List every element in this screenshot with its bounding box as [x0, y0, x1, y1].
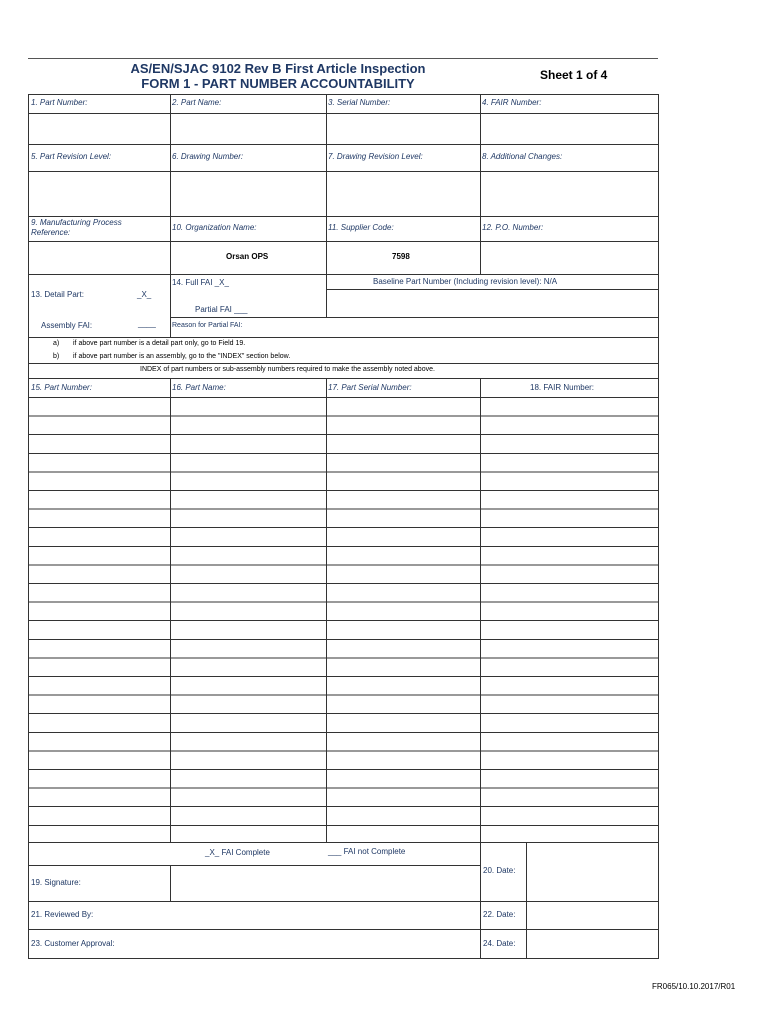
- serial-number-input[interactable]: [326, 113, 481, 145]
- field-3-label: 3. Serial Number:: [328, 98, 391, 107]
- drawing-revision-input[interactable]: [326, 171, 481, 217]
- field-18-label: 18. FAIR Number:: [530, 383, 595, 392]
- detail-part-label: 13. Detail Part:: [31, 290, 84, 299]
- index-note: INDEX of part numbers or sub-assembly numbers required to make the assembly noted above.: [140, 366, 435, 373]
- form-title: AS/EN/SJAC 9102 Rev B First Article Inspection: [130, 61, 426, 76]
- part-revision-input[interactable]: [28, 171, 171, 217]
- note-a-text: if above part number is a detail part only, go to Field 19.: [73, 340, 246, 347]
- field-9-label-line1: 9. Manufacturing Process: [31, 218, 122, 227]
- po-number-input[interactable]: [480, 241, 659, 275]
- index-col-divider-3: [480, 397, 481, 843]
- detail-part-mark[interactable]: _X_: [137, 290, 152, 299]
- field-4-label: 4. FAIR Number:: [482, 98, 542, 107]
- note-b-letter: b): [53, 353, 60, 360]
- index-col-divider-2: [326, 397, 327, 843]
- date-22-input[interactable]: [526, 901, 659, 930]
- reason-partial-label: Reason for Partial FAI:: [172, 322, 243, 329]
- baseline-input[interactable]: [326, 289, 659, 318]
- field-6-label: 6. Drawing Number:: [172, 152, 244, 161]
- note-a-letter: a): [53, 340, 60, 347]
- sheet-number: Sheet 1 of 4: [540, 68, 608, 82]
- field-7-label: 7. Drawing Revision Level:: [328, 152, 423, 161]
- part-name-input[interactable]: [170, 113, 327, 145]
- field-10-label: 10. Organization Name:: [172, 223, 257, 232]
- index-table[interactable]: [28, 397, 659, 843]
- baseline-part-label: Baseline Part Number (Including revision level): N/A: [373, 277, 558, 286]
- form-subtitle: FORM 1 - PART NUMBER ACCOUNTABILITY: [141, 76, 415, 91]
- fai-not-complete-option[interactable]: ___ FAI not Complete: [328, 847, 406, 856]
- note-b-text: if above part number is an assembly, go to the "INDEX" section below.: [73, 353, 291, 360]
- supplier-code-value: 7598: [392, 252, 410, 261]
- date-24-label: 24. Date:: [483, 939, 516, 948]
- field-15-label: 15. Part Number:: [31, 383, 92, 392]
- reviewed-by-input[interactable]: [28, 901, 481, 930]
- reviewed-by-label: 21. Reviewed By:: [31, 910, 94, 919]
- manufacturing-process-input[interactable]: [28, 241, 171, 275]
- additional-changes-input[interactable]: [480, 171, 659, 217]
- field-17-label: 17. Part Serial Number:: [328, 383, 412, 392]
- form-code-footer: FR065/10.10.2017/R01: [652, 982, 736, 991]
- part-number-input[interactable]: [28, 113, 171, 145]
- field-9-label-line2: Reference:: [31, 228, 71, 237]
- fai-complete-option[interactable]: _X_ FAI Complete: [205, 848, 270, 857]
- field-12-label: 12. P.O. Number:: [482, 223, 544, 232]
- assembly-fai-label: Assembly FAI:: [41, 321, 93, 330]
- index-col-divider-1: [170, 397, 171, 843]
- date-24-input[interactable]: [526, 929, 659, 959]
- drawing-number-input[interactable]: [170, 171, 327, 217]
- field-2-label: 2. Part Name:: [172, 98, 222, 107]
- signature-input[interactable]: [170, 865, 481, 902]
- date-20-label: 20. Date:: [483, 866, 516, 875]
- fair-number-input[interactable]: [480, 113, 659, 145]
- field-5-label: 5. Part Revision Level:: [31, 152, 112, 161]
- top-rule: [28, 58, 658, 59]
- field-8-label: 8. Additional Changes:: [482, 152, 563, 161]
- organization-name-value: Orsan OPS: [226, 252, 269, 261]
- assembly-fai-mark[interactable]: ____: [138, 319, 156, 328]
- signature-label: 19. Signature:: [31, 878, 81, 887]
- field-16-label: 16. Part Name:: [172, 383, 226, 392]
- full-fai-label[interactable]: 14. Full FAI _X_: [172, 278, 229, 287]
- partial-fai-label[interactable]: Partial FAI ___: [195, 305, 248, 314]
- field-11-label: 11. Supplier Code:: [328, 223, 394, 232]
- date-22-label: 22. Date:: [483, 910, 516, 919]
- customer-approval-label: 23. Customer Approval:: [31, 939, 115, 948]
- field-1-label: 1. Part Number:: [31, 98, 88, 107]
- date-20-input[interactable]: [526, 842, 659, 902]
- reason-partial-fai-input[interactable]: [170, 317, 659, 338]
